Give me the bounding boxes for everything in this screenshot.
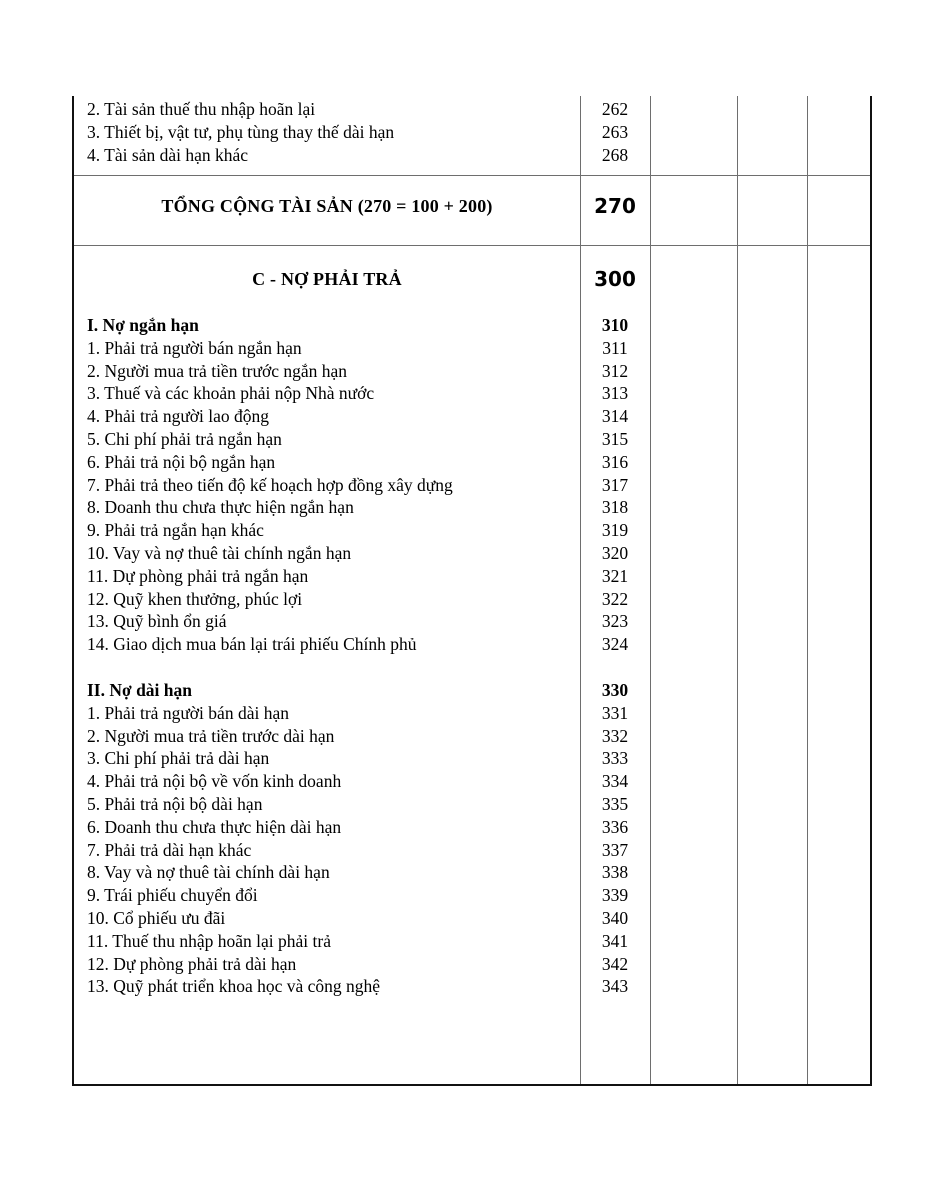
row-code: 319 — [601, 520, 629, 541]
table-row — [74, 861, 870, 884]
row-code: 314 — [601, 406, 629, 427]
row-divider-above-total-assets — [74, 175, 870, 176]
balance-sheet-table — [72, 96, 872, 1086]
row-code: 332 — [601, 725, 629, 746]
row-label: 5. Phải trả nội bộ dài hạn — [87, 793, 263, 814]
table-row — [74, 474, 870, 497]
table-row — [74, 793, 870, 816]
row-label: 10. Vay và nợ thuê tài chính ngắn hạn — [87, 542, 352, 563]
table-row — [74, 496, 870, 519]
row-code: 324 — [601, 634, 629, 655]
section-heading-label: II. Nợ dài hạn — [87, 680, 193, 700]
row-code: 312 — [601, 360, 629, 381]
row-code: 333 — [601, 748, 629, 769]
table-row — [74, 588, 870, 611]
row-label: 5. Chi phí phải trả ngắn hạn — [87, 428, 282, 449]
row-code: 343 — [601, 976, 629, 997]
row-label: 12. Quỹ khen thưởng, phúc lợi — [87, 588, 303, 609]
carryover-rows-group — [74, 98, 870, 166]
table-row — [74, 565, 870, 588]
row-code: 316 — [601, 451, 629, 472]
table-row — [74, 451, 870, 474]
row-code: 268 — [601, 144, 629, 165]
table-row — [74, 542, 870, 565]
short-term-liabilities-group — [74, 314, 870, 656]
row-label: 1. Phải trả người bán dài hạn — [87, 702, 289, 723]
row-label: 3. Thiết bị, vật tư, phụ tùng thay thế dài hạn — [87, 121, 395, 142]
row-label: 4. Phải trả người lao động — [87, 406, 270, 427]
row-code: 336 — [601, 816, 629, 837]
table-row — [74, 725, 870, 748]
row-label: 2. Tài sản thuế thu nhập hoãn lại — [87, 99, 316, 119]
table-row — [74, 770, 870, 793]
row-code: 335 — [601, 793, 629, 814]
row-label: 3. Thuế và các khoản phải nộp Nhà nước — [87, 383, 375, 404]
section-heading-long-term — [74, 679, 870, 702]
row-code: 263 — [601, 121, 629, 142]
table-row — [74, 610, 870, 633]
section-heading-label: I. Nợ ngắn hạn — [87, 315, 199, 335]
table-row — [74, 816, 870, 839]
total-assets-title: TỔNG CỘNG TÀI SẢN (270 = 100 + 200) — [161, 196, 493, 216]
table-row — [74, 98, 870, 121]
table-row — [74, 953, 870, 976]
row-label: 12. Dự phòng phải trả dài hạn — [87, 953, 297, 974]
table-row — [74, 382, 870, 405]
row-code: 341 — [601, 930, 629, 951]
row-code: 313 — [601, 383, 629, 404]
row-label: 6. Phải trả nội bộ ngắn hạn — [87, 451, 276, 472]
section-heading-code: 310 — [601, 315, 629, 335]
table-row — [74, 884, 870, 907]
row-label: 7. Phải trả theo tiến độ kế hoạch hợp đồng xây dựng — [87, 474, 453, 495]
row-code: 340 — [601, 907, 629, 928]
row-code: 334 — [601, 771, 629, 792]
row-code: 322 — [601, 588, 629, 609]
row-label: 4. Phải trả nội bộ về vốn kinh doanh — [87, 771, 342, 792]
row-code: 323 — [601, 611, 629, 632]
row-label: 11. Dự phòng phải trả ngắn hạn — [87, 565, 309, 586]
row-code: 315 — [601, 428, 629, 449]
row-label: 1. Phải trả người bán ngắn hạn — [87, 337, 302, 358]
row-label: 8. Doanh thu chưa thực hiện ngắn hạn — [87, 497, 354, 518]
row-label: 9. Trái phiếu chuyển đổi — [87, 885, 258, 906]
row-label: 14. Giao dịch mua bán lại trái phiếu Chính phủ — [87, 634, 417, 655]
row-code: 337 — [601, 839, 629, 860]
table-row — [74, 975, 870, 998]
row-code: 262 — [601, 99, 629, 119]
table-row — [74, 360, 870, 383]
row-label: 2. Người mua trả tiền trước ngắn hạn — [87, 360, 348, 381]
row-divider-below-total-assets — [74, 245, 870, 246]
row-label: 11. Thuế thu nhập hoãn lại phải trả — [87, 930, 331, 951]
table-row — [74, 337, 870, 360]
row-label: 13. Quỹ bình ổn giá — [87, 611, 227, 632]
row-label: 2. Người mua trả tiền trước dài hạn — [87, 725, 335, 746]
row-code: 342 — [601, 953, 629, 974]
table-row — [74, 144, 870, 167]
table-row — [74, 839, 870, 862]
row-code: 320 — [601, 542, 629, 563]
row-label: 9. Phải trả ngắn hạn khác — [87, 520, 264, 541]
table-row — [74, 519, 870, 542]
table-row — [74, 405, 870, 428]
section-heading-short-term — [74, 314, 870, 337]
row-code: 311 — [602, 337, 628, 358]
row-code: 338 — [601, 862, 629, 883]
row-label: 4. Tài sản dài hạn khác — [87, 144, 249, 165]
section-heading-code: 330 — [601, 680, 629, 700]
table-row — [74, 633, 870, 656]
table-row — [74, 747, 870, 770]
table-row — [74, 121, 870, 144]
table-row — [74, 702, 870, 725]
row-label: 6. Doanh thu chưa thực hiện dài hạn — [87, 816, 342, 837]
row-code: 339 — [601, 885, 629, 906]
liabilities-header-title: C - NỢ PHẢI TRẢ — [252, 269, 402, 289]
row-code: 317 — [601, 474, 629, 495]
row-label: 8. Vay và nợ thuê tài chính dài hạn — [87, 862, 330, 883]
row-code: 318 — [601, 497, 629, 518]
row-label: 10. Cổ phiếu ưu đãi — [87, 907, 226, 928]
row-code: 321 — [601, 565, 629, 586]
table-row — [74, 907, 870, 930]
total-assets-code: 270 — [594, 194, 636, 218]
row-label: 13. Quỹ phát triển khoa học và công nghệ — [87, 976, 381, 997]
long-term-liabilities-group — [74, 679, 870, 998]
row-code: 331 — [601, 702, 629, 723]
table-row — [74, 428, 870, 451]
row-label: 7. Phải trả dài hạn khác — [87, 839, 252, 860]
liabilities-header-code: 300 — [594, 267, 636, 291]
table-row — [74, 930, 870, 953]
row-label: 3. Chi phí phải trả dài hạn — [87, 748, 270, 769]
